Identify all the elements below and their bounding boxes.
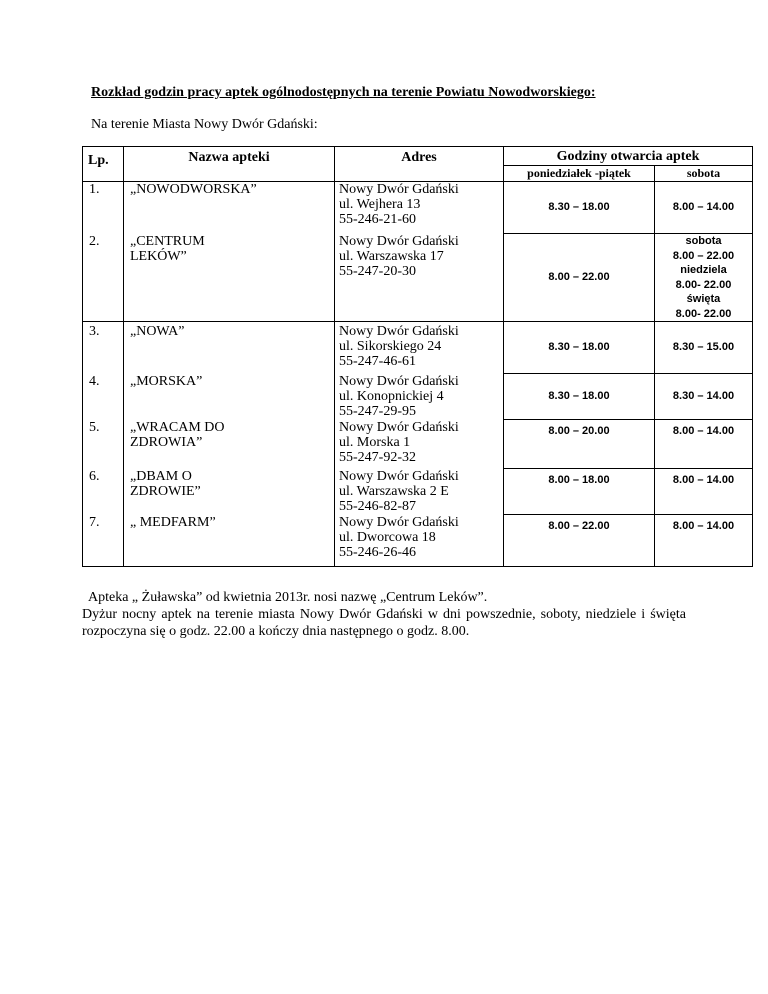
table-row — [83, 515, 753, 567]
row-saturday-hours: 8.00 – 14.00 — [655, 420, 753, 469]
row-name: „WRACAM DO ZDROWIA” — [124, 420, 335, 469]
row-weekday-hours: 8.30 – 18.00 — [504, 374, 655, 420]
saturday-line: sobota — [685, 235, 722, 247]
address-line: 55-247-92-32 — [339, 449, 416, 465]
row-lp: 5. — [83, 420, 124, 469]
document-subtitle: Na terenie Miasta Nowy Dwór Gdański: — [91, 117, 318, 132]
row-address — [335, 374, 504, 420]
row-address — [335, 420, 504, 469]
address-line: Nowy Dwór Gdański — [339, 233, 459, 249]
address-line: 55-247-29-95 — [339, 403, 416, 419]
row-lp: 6. — [83, 469, 124, 515]
row-name: „NOWA” — [124, 322, 335, 374]
row-name: „MORSKA” — [124, 374, 335, 420]
row-weekday-hours: 8.30 – 18.00 — [504, 182, 655, 234]
row-lp: 1. — [83, 182, 124, 234]
row-name: „ MEDFARM” — [124, 515, 335, 567]
row-name: „NOWODWORSKA” — [124, 182, 335, 234]
saturday-line: niedziela — [680, 264, 727, 276]
address-line: Nowy Dwór Gdański — [339, 373, 459, 389]
row-weekday-hours: 8.00 – 18.00 — [504, 469, 655, 515]
row-saturday-hours: 8.00 – 14.00 — [655, 182, 753, 234]
row-weekday-hours: 8.00 – 20.00 — [504, 420, 655, 469]
saturday-line: 8.00- 22.00 — [675, 278, 732, 291]
table-row — [83, 420, 753, 469]
rename-note: Apteka „ Żuławska” od kwietnia 2013r. nosi nazwę „Centrum Leków”. — [88, 590, 488, 605]
row-address — [335, 469, 504, 515]
row-address — [335, 182, 504, 234]
address-line: ul. Konopnickiej 4 — [339, 388, 444, 404]
table-row — [83, 374, 753, 420]
row-lp: 3. — [83, 322, 124, 374]
address-line: 55-246-82-87 — [339, 498, 416, 514]
night-duty-note: Dyżur nocny aptek na terenie miasta Nowy Dwór Gdański w dni powszednie, soboty, niedziele i święta rozpoczyna się o godz. 22.00 a kończy dnia następnego o godz. 8.00. — [82, 607, 686, 639]
row-address — [335, 322, 504, 374]
saturday-line: 8.00- 22.00 — [675, 307, 732, 320]
row-address — [335, 234, 504, 322]
row-lp: 7. — [83, 515, 124, 567]
table-row — [83, 182, 753, 234]
header-name: Nazwa apteki — [124, 147, 335, 182]
address-line: 55-247-20-30 — [339, 263, 416, 279]
table-header-row — [83, 147, 753, 166]
document-title: Rozkład godzin pracy aptek ogólnodostępnych na terenie Powiatu Nowodworskiego: — [91, 85, 596, 100]
address-line: Nowy Dwór Gdański — [339, 514, 459, 530]
header-lp: Lp. — [83, 147, 124, 182]
address-line: Nowy Dwór Gdański — [339, 324, 459, 339]
row-weekday-hours: 8.30 – 18.00 — [504, 322, 655, 374]
address-line: Nowy Dwór Gdański — [339, 468, 459, 484]
header-hours: Godziny otwarcia aptek — [504, 147, 753, 166]
row-lp: 4. — [83, 374, 124, 420]
row-lp: 2. — [83, 234, 124, 322]
address-line: ul. Wejhera 13 — [339, 197, 421, 212]
address-line: ul. Warszawska 2 E — [339, 483, 449, 499]
row-saturday-hours: 8.00 – 14.00 — [655, 515, 753, 567]
row-name: „CENTRUM LEKÓW” — [124, 234, 335, 322]
table-row — [83, 469, 753, 515]
row-saturday-hours: 8.30 – 14.00 — [655, 374, 753, 420]
address-line: 55-246-21-60 — [339, 212, 416, 227]
address-line: Nowy Dwór Gdański — [339, 419, 459, 435]
saturday-line: 8.00 – 22.00 — [672, 249, 735, 262]
address-line: 55-247-46-61 — [339, 354, 416, 369]
address-line: 55-246-26-46 — [339, 544, 416, 560]
header-address: Adres — [335, 147, 504, 182]
row-saturday-hours: 8.30 – 15.00 — [655, 322, 753, 374]
row-saturday-hours-list — [655, 234, 753, 322]
table-row — [83, 322, 753, 374]
pharmacy-schedule-table — [82, 146, 753, 567]
address-line: ul. Sikorskiego 24 — [339, 339, 442, 354]
address-line: ul. Warszawska 17 — [339, 248, 444, 264]
row-saturday-hours: 8.00 – 14.00 — [655, 469, 753, 515]
row-name: „DBAM O ZDROWIE” — [124, 469, 335, 515]
header-saturday: sobota — [655, 166, 753, 182]
row-weekday-hours: 8.00 – 22.00 — [504, 234, 655, 322]
saturday-line: święta — [686, 293, 721, 305]
table-row — [83, 234, 753, 322]
address-line: Nowy Dwór Gdański — [339, 182, 459, 197]
address-line: ul. Morska 1 — [339, 434, 411, 450]
address-line: ul. Dworcowa 18 — [339, 529, 436, 545]
row-address — [335, 515, 504, 567]
header-weekdays: poniedziałek -piątek — [504, 166, 655, 182]
row-weekday-hours: 8.00 – 22.00 — [504, 515, 655, 567]
